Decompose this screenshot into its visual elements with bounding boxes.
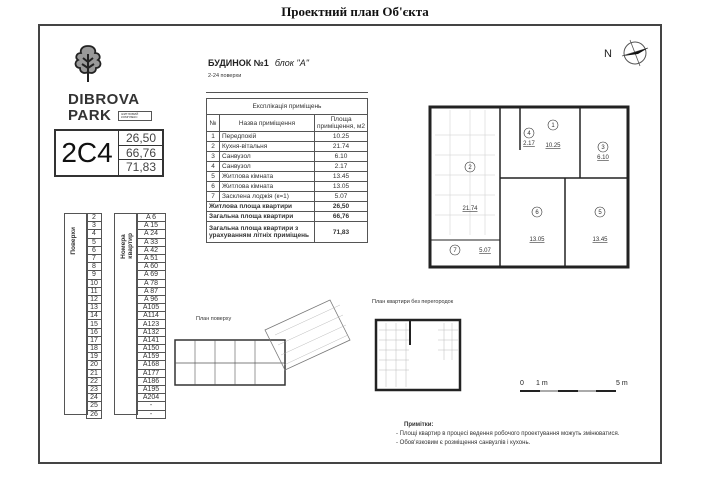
- note-item: - Обов'язковим є розміщення санвузлів і кухонь.: [396, 440, 531, 446]
- header-area: Площа приміщення, м2: [315, 115, 368, 132]
- floor-number: 17: [87, 336, 102, 344]
- floor-number: 9: [87, 271, 102, 279]
- floors-column: [86, 213, 102, 419]
- table-row: 4 Санвузол 2.17: [207, 162, 368, 172]
- table-row: 6 Житлова кімната 13.05: [207, 182, 368, 192]
- apartment-number: A 60: [137, 263, 166, 271]
- compass-north-label: N: [604, 48, 612, 60]
- apartment-number: A141: [137, 336, 166, 344]
- apartment-floor-plan: [425, 95, 635, 275]
- apartments-column: [136, 213, 166, 419]
- apartment-number: A 87: [137, 287, 166, 295]
- svg-text:10.25: 10.25: [545, 143, 561, 149]
- floor-number: 3: [87, 222, 102, 230]
- svg-text:4: 4: [527, 131, 531, 137]
- table-row: 2 Кухня-вітальня 21.74: [207, 142, 368, 152]
- explication-table: [206, 98, 368, 243]
- apartment-number: A 69: [137, 271, 166, 279]
- floor-number: 6: [87, 246, 102, 254]
- apartment-number: A150: [137, 345, 166, 353]
- apartment-number: A 24: [137, 230, 166, 238]
- apartment-number: A 15: [137, 222, 166, 230]
- notes-heading: Примітки:: [404, 422, 434, 428]
- floor-plan-diagram: [165, 295, 355, 390]
- floor-number: 23: [87, 385, 102, 393]
- apartment-number: A 6: [137, 214, 166, 222]
- floor-number: 25: [87, 402, 102, 410]
- floor-number: 5: [87, 238, 102, 246]
- floor-number: 4: [87, 230, 102, 238]
- table-row: 5 Житлова кімната 13.45: [207, 172, 368, 182]
- apartment-number: A 96: [137, 295, 166, 303]
- apartment-number: A168: [137, 361, 166, 369]
- apartment-number: A114: [137, 312, 166, 320]
- scale-five: 5 m: [616, 380, 628, 387]
- apartment-code-box: [54, 129, 164, 177]
- header-name: Назва приміщення: [220, 115, 315, 132]
- svg-text:7: 7: [453, 248, 457, 254]
- svg-text:5.07: 5.07: [479, 248, 491, 254]
- floor-number: 21: [87, 369, 102, 377]
- svg-text:13.45: 13.45: [592, 237, 608, 243]
- total-row: Загальна площа квартири 66,76: [207, 212, 368, 222]
- floor-number: 12: [87, 295, 102, 303]
- apartment-number: A177: [137, 369, 166, 377]
- page-title: Проектний план Об'єкта: [281, 4, 429, 19]
- total-area-summer-value: 71,83: [125, 160, 157, 175]
- apartment-number: A 78: [137, 279, 166, 287]
- svg-text:2: 2: [468, 165, 472, 171]
- svg-text:21.74: 21.74: [462, 206, 478, 212]
- svg-text:6.10: 6.10: [597, 155, 609, 161]
- floor-number: 22: [87, 377, 102, 385]
- apartment-number: A 51: [137, 254, 166, 262]
- floor-number: 2: [87, 214, 102, 222]
- floor-number: 10: [87, 279, 102, 287]
- scale-zero: 0: [520, 380, 524, 387]
- building-block: блок "А": [274, 58, 309, 68]
- svg-text:2.17: 2.17: [523, 141, 535, 147]
- floor-number: 11: [87, 287, 102, 295]
- apartment-number: A195: [137, 385, 166, 393]
- svg-text:1: 1: [551, 123, 555, 129]
- oak-leaf-icon: [72, 44, 104, 84]
- apartment-number: -: [137, 410, 166, 418]
- apartment-number: A105: [137, 304, 166, 312]
- floor-number: 26: [87, 410, 102, 418]
- scale-one: 1 m: [536, 380, 548, 387]
- header-num: №: [207, 115, 220, 132]
- notes: [396, 421, 619, 448]
- building-heading: [208, 58, 309, 68]
- total-row: Житлова площа квартири 26,50: [207, 202, 368, 212]
- table-row: 7 Засклена лоджія (к=1) 5.07: [207, 192, 368, 202]
- apartments-label: Номера квартир: [120, 232, 134, 259]
- table-row: 3 Санвузол 6.10: [207, 152, 368, 162]
- floor-number: 19: [87, 353, 102, 361]
- compass-icon: [620, 38, 650, 68]
- table-row: 1 Передпокій 10.25: [207, 132, 368, 142]
- apartment-number: A 42: [137, 246, 166, 254]
- note-item: - Площі квартир в процесі ведення робочого проектування можуть змінюватися.: [396, 431, 620, 437]
- apartment-number: A 33: [137, 238, 166, 246]
- logo-line1: DIBROVA: [68, 91, 140, 108]
- apartment-number: A132: [137, 328, 166, 336]
- no-partitions-label: План квартири без перегородок: [372, 299, 454, 305]
- logo-line2: PARK: [68, 107, 112, 124]
- svg-text:13.05: 13.05: [529, 237, 545, 243]
- svg-text:5: 5: [598, 210, 602, 216]
- floor-number: 15: [87, 320, 102, 328]
- floor-number: 7: [87, 254, 102, 262]
- living-area-value: 26,50: [119, 131, 163, 146]
- floor-number: 18: [87, 345, 102, 353]
- apartment-code: 2C4: [61, 137, 113, 168]
- floor-number: 13: [87, 304, 102, 312]
- floor-plan-label: План поверху: [196, 316, 232, 322]
- divider: [206, 92, 368, 93]
- compass: [596, 36, 652, 76]
- floor-number: 20: [87, 361, 102, 369]
- building-name: БУДИНОК №1: [208, 58, 269, 68]
- floors-label: Поверхи: [70, 227, 77, 255]
- explication-title: Експлікація приміщень: [207, 99, 368, 115]
- no-partitions-plan: [374, 315, 464, 395]
- floors-range: 2-24 поверхи: [208, 73, 242, 79]
- floor-number: 8: [87, 263, 102, 271]
- apartment-number: A159: [137, 353, 166, 361]
- apartment-number: A123: [137, 320, 166, 328]
- total-row: Загальна площа квартири з урахуванням літніх приміщень 71,83: [207, 222, 368, 243]
- floor-number: 14: [87, 312, 102, 320]
- floor-number: 16: [87, 328, 102, 336]
- apartment-number: A186: [137, 377, 166, 385]
- total-area-value: 66,76: [119, 146, 163, 161]
- floor-number: 24: [87, 394, 102, 402]
- svg-text:6: 6: [535, 210, 539, 216]
- svg-text:3: 3: [601, 145, 605, 151]
- apartment-number: -: [137, 402, 166, 410]
- logo-subtitle: ЖИТЛОВИЙ КОМПЛЕКС: [118, 111, 152, 121]
- apartment-number: A204: [137, 394, 166, 402]
